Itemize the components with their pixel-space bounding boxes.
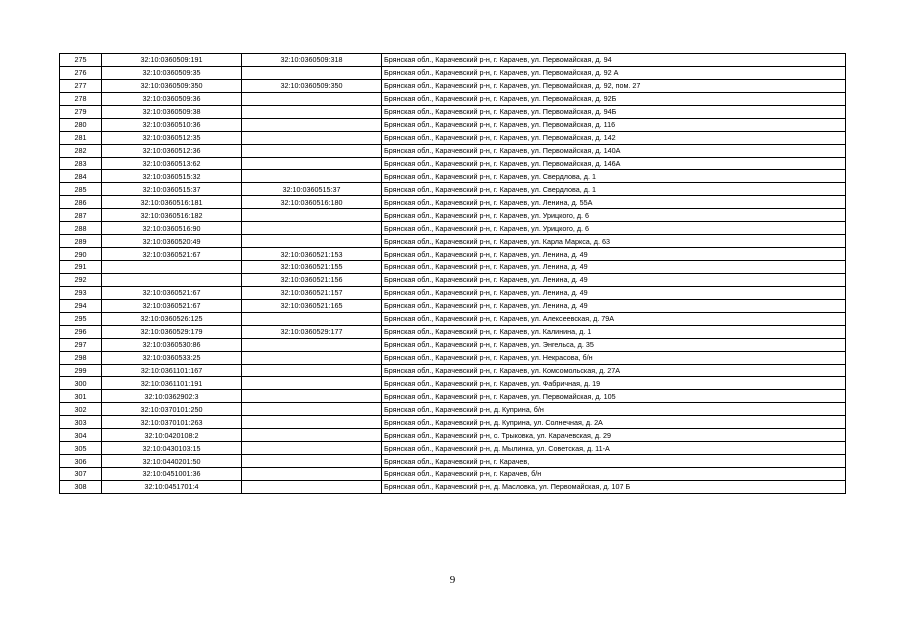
address-cell: Брянская обл., Карачевский р-н, г. Карачев, ул. Свердлова, д. 1 (382, 183, 846, 196)
row-number-cell: 282 (60, 144, 102, 157)
related-cadastral-number-cell (242, 144, 382, 157)
row-number-cell: 308 (60, 480, 102, 493)
cadastral-number-cell: 32:10:0360509:38 (102, 105, 242, 118)
related-cadastral-number-cell (242, 118, 382, 131)
table-row (60, 390, 846, 403)
table-row (60, 170, 846, 183)
table-row (60, 312, 846, 325)
address-cell: Брянская обл., Карачевский р-н, г. Карачев, ул. Урицкого, д. 6 (382, 222, 846, 235)
cadastral-number-cell: 32:10:0360509:35 (102, 66, 242, 79)
row-number-cell: 307 (60, 468, 102, 481)
row-number-cell: 275 (60, 54, 102, 67)
cadastral-number-cell: 32:10:0360530:86 (102, 338, 242, 351)
related-cadastral-number-cell (242, 377, 382, 390)
cadastral-number-cell: 32:10:0420108:2 (102, 429, 242, 442)
related-cadastral-number-cell: 32:10:0360521:157 (242, 286, 382, 299)
related-cadastral-number-cell: 32:10:0360529:177 (242, 325, 382, 338)
related-cadastral-number-cell (242, 66, 382, 79)
cadastral-number-cell: 32:10:0360512:36 (102, 144, 242, 157)
related-cadastral-number-cell (242, 105, 382, 118)
related-cadastral-number-cell (242, 351, 382, 364)
related-cadastral-number-cell (242, 222, 382, 235)
row-number-cell: 298 (60, 351, 102, 364)
cadastral-number-cell: 32:10:0360509:191 (102, 54, 242, 67)
cadastral-number-cell (102, 273, 242, 286)
cadastral-number-cell: 32:10:0360515:32 (102, 170, 242, 183)
row-number-cell: 289 (60, 235, 102, 248)
address-cell: Брянская обл., Карачевский р-н, г. Карачев, ул. Первомайская, д. 142 (382, 131, 846, 144)
address-cell: Брянская обл., Карачевский р-н, д. Мылинка, ул. Советская, д. 11-А (382, 442, 846, 455)
table-row (60, 377, 846, 390)
row-number-cell: 281 (60, 131, 102, 144)
related-cadastral-number-cell (242, 455, 382, 468)
table-row (60, 273, 846, 286)
cadastral-number-cell: 32:10:0360529:179 (102, 325, 242, 338)
table-row (60, 416, 846, 429)
table-row (60, 442, 846, 455)
cadastral-number-cell (102, 261, 242, 274)
table-row (60, 261, 846, 274)
cadastral-number-cell: 32:10:0360521:67 (102, 286, 242, 299)
cadastral-number-cell: 32:10:0360509:36 (102, 92, 242, 105)
address-cell: Брянская обл., Карачевский р-н, г. Карачев, ул. Комсомольская, д. 27А (382, 364, 846, 377)
table-row (60, 455, 846, 468)
related-cadastral-number-cell: 32:10:0360509:350 (242, 79, 382, 92)
table-row (60, 222, 846, 235)
row-number-cell: 304 (60, 429, 102, 442)
address-cell: Брянская обл., Карачевский р-н, г. Карачев, ул. Первомайская, д. 94Б (382, 105, 846, 118)
related-cadastral-number-cell (242, 416, 382, 429)
row-number-cell: 303 (60, 416, 102, 429)
registry-table-body (60, 54, 846, 494)
address-cell: Брянская обл., Карачевский р-н, г. Карачев, ул. Первомайская, д. 105 (382, 390, 846, 403)
related-cadastral-number-cell: 32:10:0360516:180 (242, 196, 382, 209)
table-row (60, 196, 846, 209)
row-number-cell: 296 (60, 325, 102, 338)
related-cadastral-number-cell (242, 92, 382, 105)
registry-table (59, 53, 846, 494)
address-cell: Брянская обл., Карачевский р-н, г. Карачев, б/н (382, 468, 846, 481)
related-cadastral-number-cell (242, 312, 382, 325)
cadastral-number-cell: 32:10:0360513:62 (102, 157, 242, 170)
table-row (60, 183, 846, 196)
related-cadastral-number-cell: 32:10:0360521:155 (242, 261, 382, 274)
table-row (60, 364, 846, 377)
address-cell: Брянская обл., Карачевский р-н, г. Карачев, ул. Первомайская, д. 146А (382, 157, 846, 170)
cadastral-number-cell: 32:10:0360520:49 (102, 235, 242, 248)
address-cell: Брянская обл., Карачевский р-н, с. Трыковка, ул. Карачевская, д. 29 (382, 429, 846, 442)
row-number-cell: 285 (60, 183, 102, 196)
related-cadastral-number-cell: 32:10:0360521:156 (242, 273, 382, 286)
table-row (60, 79, 846, 92)
row-number-cell: 295 (60, 312, 102, 325)
table-row (60, 299, 846, 312)
table-row (60, 248, 846, 261)
address-cell: Брянская обл., Карачевский р-н, г. Карачев, ул. Ленина, д. 55А (382, 196, 846, 209)
related-cadastral-number-cell: 32:10:0360509:318 (242, 54, 382, 67)
cadastral-number-cell: 32:10:0370101:250 (102, 403, 242, 416)
address-cell: Брянская обл., Карачевский р-н, г. Карачев, ул. Первомайская, д. 116 (382, 118, 846, 131)
related-cadastral-number-cell (242, 429, 382, 442)
related-cadastral-number-cell (242, 390, 382, 403)
table-row (60, 468, 846, 481)
address-cell: Брянская обл., Карачевский р-н, г. Карачев, ул. Урицкого, д. 6 (382, 209, 846, 222)
row-number-cell: 293 (60, 286, 102, 299)
related-cadastral-number-cell (242, 442, 382, 455)
address-cell: Брянская обл., Карачевский р-н, г. Карачев, ул. Некрасова, б/н (382, 351, 846, 364)
cadastral-number-cell: 32:10:0440201:50 (102, 455, 242, 468)
row-number-cell: 305 (60, 442, 102, 455)
address-cell: Брянская обл., Карачевский р-н, г. Карачев, ул. Ленина, д. 49 (382, 286, 846, 299)
table-row (60, 157, 846, 170)
cadastral-number-cell: 32:10:0360510:36 (102, 118, 242, 131)
table-row (60, 351, 846, 364)
cadastral-number-cell: 32:10:0362902:3 (102, 390, 242, 403)
address-cell: Брянская обл., Карачевский р-н, д. Куприна, ул. Солнечная, д. 2А (382, 416, 846, 429)
row-number-cell: 284 (60, 170, 102, 183)
address-cell: Брянская обл., Карачевский р-н, г. Карачев, ул. Свердлова, д. 1 (382, 170, 846, 183)
address-cell: Брянская обл., Карачевский р-н, г. Карачев, ул. Первомайская, д. 92, пом. 27 (382, 79, 846, 92)
cadastral-number-cell: 32:10:0361101:167 (102, 364, 242, 377)
table-row (60, 118, 846, 131)
cadastral-number-cell: 32:10:0360516:90 (102, 222, 242, 235)
address-cell: Брянская обл., Карачевский р-н, г. Карачев, ул. Калинина, д. 1 (382, 325, 846, 338)
row-number-cell: 297 (60, 338, 102, 351)
related-cadastral-number-cell (242, 480, 382, 493)
row-number-cell: 306 (60, 455, 102, 468)
address-cell: Брянская обл., Карачевский р-н, г. Карачев, ул. Алексеевская, д. 79А (382, 312, 846, 325)
row-number-cell: 291 (60, 261, 102, 274)
table-row (60, 131, 846, 144)
row-number-cell: 276 (60, 66, 102, 79)
table-row (60, 338, 846, 351)
cadastral-number-cell: 32:10:0451001:36 (102, 468, 242, 481)
address-cell: Брянская обл., Карачевский р-н, д. Куприна, б/н (382, 403, 846, 416)
cadastral-number-cell: 32:10:0361101:191 (102, 377, 242, 390)
row-number-cell: 286 (60, 196, 102, 209)
row-number-cell: 277 (60, 79, 102, 92)
address-cell: Брянская обл., Карачевский р-н, г. Карачев, ул. Энгельса, д. 35 (382, 338, 846, 351)
cadastral-number-cell: 32:10:0360512:35 (102, 131, 242, 144)
row-number-cell: 280 (60, 118, 102, 131)
table-row (60, 286, 846, 299)
cadastral-number-cell: 32:10:0430103:15 (102, 442, 242, 455)
row-number-cell: 288 (60, 222, 102, 235)
row-number-cell: 278 (60, 92, 102, 105)
row-number-cell: 294 (60, 299, 102, 312)
cadastral-number-cell: 32:10:0370101:263 (102, 416, 242, 429)
related-cadastral-number-cell (242, 235, 382, 248)
address-cell: Брянская обл., Карачевский р-н, г. Карачев, ул. Первомайская, д. 92Б (382, 92, 846, 105)
table-row (60, 429, 846, 442)
related-cadastral-number-cell: 32:10:0360515:37 (242, 183, 382, 196)
row-number-cell: 300 (60, 377, 102, 390)
table-row (60, 235, 846, 248)
row-number-cell: 287 (60, 209, 102, 222)
table-row (60, 403, 846, 416)
table-row (60, 209, 846, 222)
cadastral-number-cell: 32:10:0360521:67 (102, 299, 242, 312)
related-cadastral-number-cell (242, 403, 382, 416)
cadastral-number-cell: 32:10:0360533:25 (102, 351, 242, 364)
table-row (60, 144, 846, 157)
cadastral-number-cell: 32:10:0360509:350 (102, 79, 242, 92)
table-row (60, 480, 846, 493)
table-row (60, 92, 846, 105)
address-cell: Брянская обл., Карачевский р-н, д. Масловка, ул. Первомайская, д. 107 Б (382, 480, 846, 493)
row-number-cell: 283 (60, 157, 102, 170)
address-cell: Брянская обл., Карачевский р-н, г. Карачев, ул. Фабричная, д. 19 (382, 377, 846, 390)
address-cell: Брянская обл., Карачевский р-н, г. Карачев, ул. Первомайская, д. 140А (382, 144, 846, 157)
related-cadastral-number-cell (242, 338, 382, 351)
row-number-cell: 292 (60, 273, 102, 286)
table-row (60, 325, 846, 338)
table-row (60, 54, 846, 67)
row-number-cell: 279 (60, 105, 102, 118)
related-cadastral-number-cell (242, 209, 382, 222)
row-number-cell: 301 (60, 390, 102, 403)
related-cadastral-number-cell (242, 468, 382, 481)
cadastral-number-cell: 32:10:0360515:37 (102, 183, 242, 196)
row-number-cell: 302 (60, 403, 102, 416)
related-cadastral-number-cell (242, 364, 382, 377)
address-cell: Брянская обл., Карачевский р-н, г. Карачев, (382, 455, 846, 468)
address-cell: Брянская обл., Карачевский р-н, г. Карачев, ул. Ленина, д. 49 (382, 273, 846, 286)
row-number-cell: 299 (60, 364, 102, 377)
row-number-cell: 290 (60, 248, 102, 261)
cadastral-number-cell: 32:10:0360516:181 (102, 196, 242, 209)
related-cadastral-number-cell: 32:10:0360521:165 (242, 299, 382, 312)
address-cell: Брянская обл., Карачевский р-н, г. Карачев, ул. Первомайская, д. 92 А (382, 66, 846, 79)
address-cell: Брянская обл., Карачевский р-н, г. Карачев, ул. Карла Маркса, д. 63 (382, 235, 846, 248)
related-cadastral-number-cell (242, 170, 382, 183)
cadastral-number-cell: 32:10:0451701:4 (102, 480, 242, 493)
address-cell: Брянская обл., Карачевский р-н, г. Карачев, ул. Ленина, д. 49 (382, 248, 846, 261)
page-number: 9 (449, 574, 456, 586)
related-cadastral-number-cell (242, 131, 382, 144)
table-row (60, 66, 846, 79)
address-cell: Брянская обл., Карачевский р-н, г. Карачев, ул. Ленина, д. 49 (382, 299, 846, 312)
related-cadastral-number-cell: 32:10:0360521:153 (242, 248, 382, 261)
table-row (60, 105, 846, 118)
address-cell: Брянская обл., Карачевский р-н, г. Карачев, ул. Первомайская, д. 94 (382, 54, 846, 67)
cadastral-number-cell: 32:10:0360516:182 (102, 209, 242, 222)
related-cadastral-number-cell (242, 157, 382, 170)
cadastral-number-cell: 32:10:0360521:67 (102, 248, 242, 261)
cadastral-number-cell: 32:10:0360526:125 (102, 312, 242, 325)
address-cell: Брянская обл., Карачевский р-н, г. Карачев, ул. Ленина, д. 49 (382, 261, 846, 274)
